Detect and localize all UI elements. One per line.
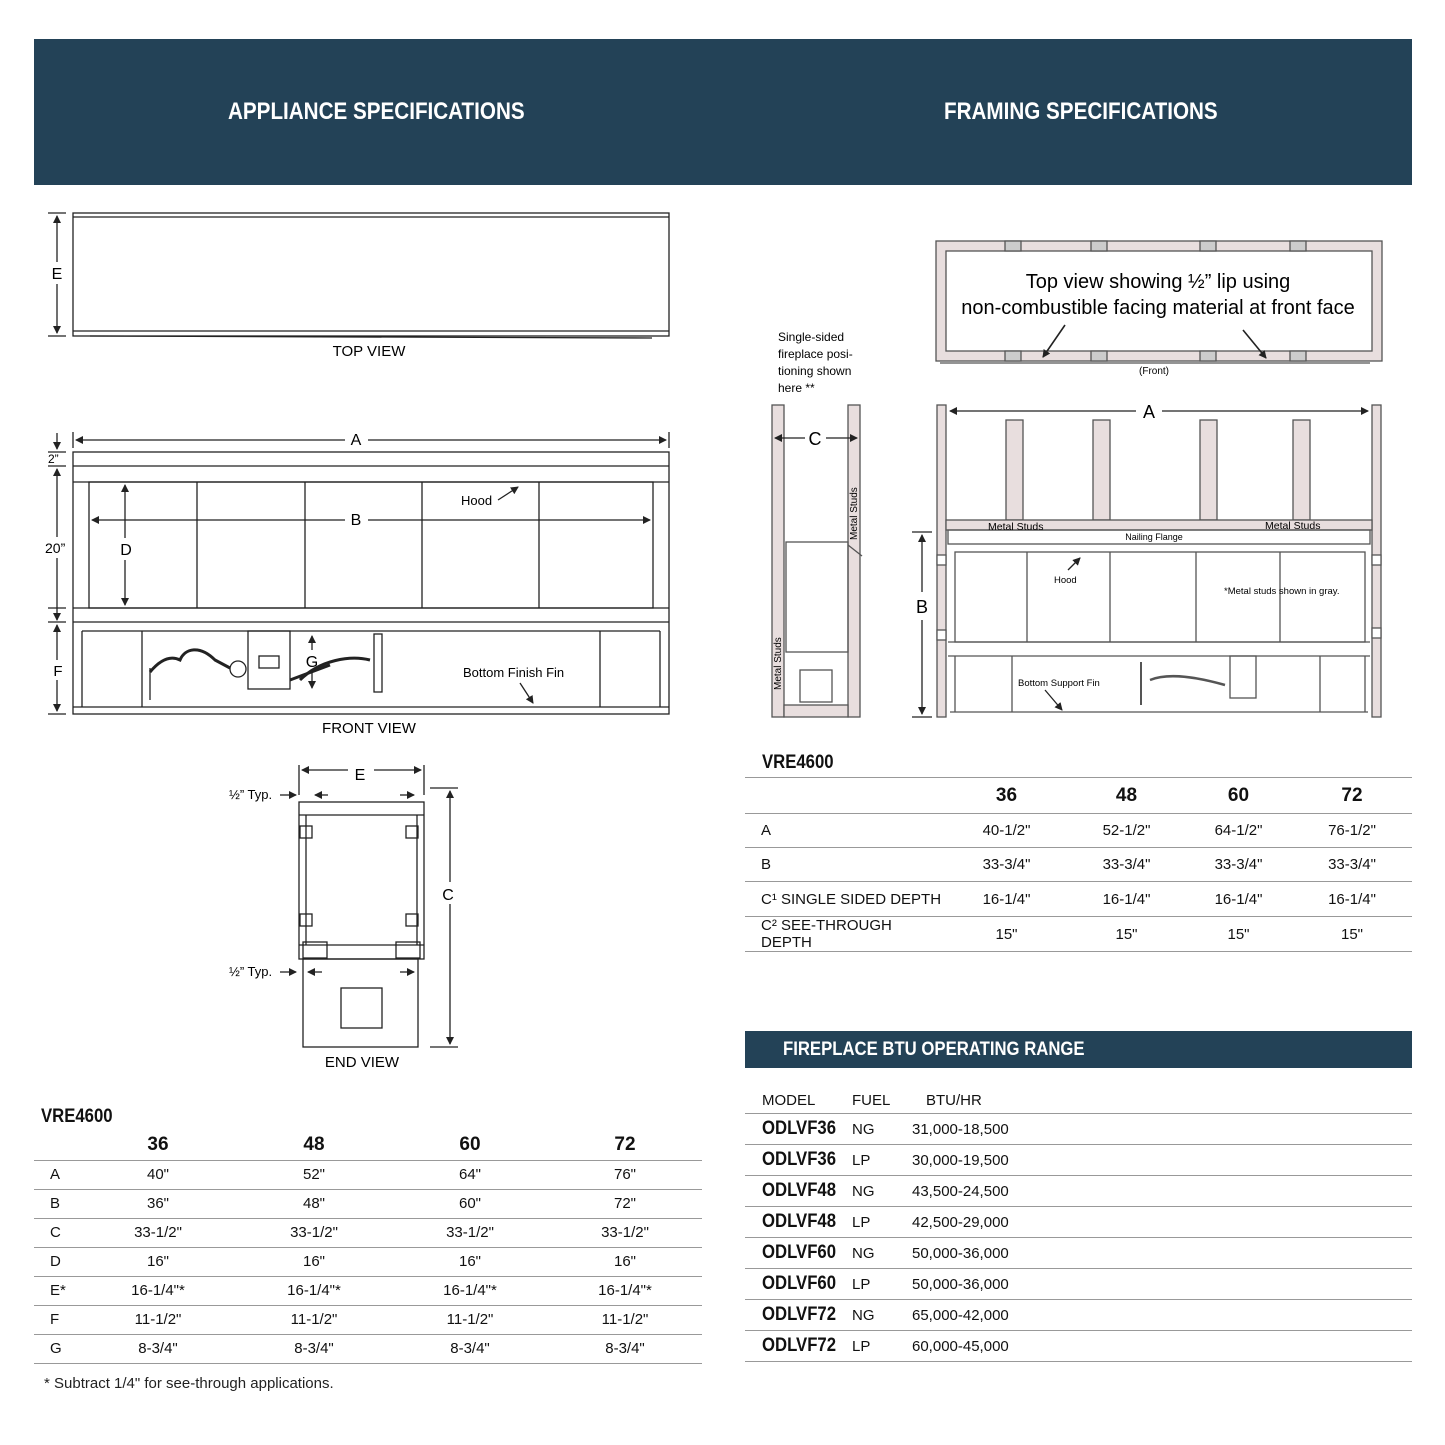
table-header-row	[745, 778, 1412, 814]
fuel-cell: NG	[852, 1176, 912, 1207]
table-row	[745, 1207, 1412, 1238]
table-cell: 33-3/4"	[1185, 848, 1292, 882]
row-label: E*	[34, 1276, 80, 1305]
table-header-row	[34, 1131, 702, 1160]
btu-cell: 43,500-24,500	[912, 1176, 1412, 1207]
table-cell: 16-1/4"	[945, 882, 1068, 917]
btu-cell: 60,000-45,000	[912, 1331, 1412, 1362]
table-cell: 16"	[80, 1247, 236, 1276]
table-cell: 15"	[1185, 917, 1292, 952]
front-view-a-label: A	[350, 432, 362, 449]
btu-cell: 65,000-42,000	[912, 1300, 1412, 1331]
table-row	[745, 814, 1412, 848]
table-cell: 48"	[236, 1189, 392, 1218]
row-label: A	[745, 814, 945, 848]
table-cell: 36"	[80, 1189, 236, 1218]
table-cell: 8-3/4"	[80, 1334, 236, 1363]
front-view-f-label: F	[53, 663, 63, 680]
single-sided-note-line: here **	[778, 381, 815, 395]
row-label: A	[34, 1160, 80, 1189]
fuel-cell: LP	[852, 1331, 912, 1362]
table-row	[34, 1305, 702, 1334]
model-cell: ODLVF60	[745, 1238, 852, 1269]
table-cell: 15"	[945, 917, 1068, 952]
table-row	[745, 1114, 1412, 1145]
appliance-front-view	[48, 432, 669, 714]
table-row	[745, 1176, 1412, 1207]
table-cell: 16-1/4"	[1292, 882, 1412, 917]
table-cell: 76-1/2"	[1292, 814, 1412, 848]
table-cell: 76"	[548, 1160, 702, 1189]
framing-specifications-heading: FRAMING SPECIFICATIONS	[944, 98, 1218, 125]
table-row	[34, 1276, 702, 1305]
btu-section-header	[745, 1031, 1412, 1068]
column-header: 36	[945, 778, 1068, 814]
framing-table-title: VRE4600	[762, 752, 834, 773]
model-cell: ODLVF72	[745, 1331, 852, 1362]
btu-column-header: BTU/HR	[926, 1091, 982, 1109]
row-label: C¹ SINGLE SIDED DEPTH	[745, 882, 945, 917]
table-cell: 64"	[392, 1160, 548, 1189]
table-row	[745, 1269, 1412, 1300]
framing-a-label: A	[1142, 402, 1156, 422]
model-cell: ODLVF36	[745, 1114, 852, 1145]
model-cell: ODLVF72	[745, 1300, 852, 1331]
table-cell: 33-1/2"	[236, 1218, 392, 1247]
side-metal-studs-left: Metal Studs	[773, 637, 784, 690]
front-label: (Front)	[1139, 366, 1169, 377]
appliance-end-view	[280, 765, 458, 1047]
fuel-cell: LP	[852, 1269, 912, 1300]
dimension-20-inch: 20”	[45, 540, 66, 556]
table-cell: 72"	[548, 1189, 702, 1218]
table-cell: 8-3/4"	[548, 1334, 702, 1363]
table-row	[745, 1145, 1412, 1176]
model-column-header: MODEL	[762, 1091, 816, 1109]
row-label: B	[745, 848, 945, 882]
framing-top-note-line1: Top view showing ½” lip using	[1025, 271, 1291, 293]
table-row	[34, 1334, 702, 1363]
table-cell: 15"	[1292, 917, 1412, 952]
row-label: F	[34, 1305, 80, 1334]
btu-cell: 31,000-18,500	[912, 1114, 1412, 1145]
framing-side-view	[772, 405, 862, 717]
column-header: 60	[459, 1134, 481, 1156]
table-row	[34, 1218, 702, 1247]
fuel-cell: NG	[852, 1238, 912, 1269]
front-view-caption: FRONT VIEW	[322, 720, 416, 737]
model-cell: ODLVF60	[745, 1269, 852, 1300]
model-cell: ODLVF48	[745, 1207, 852, 1238]
table-cell: 33-1/2"	[80, 1218, 236, 1247]
column-header: 60	[1185, 778, 1292, 814]
column-header: 48	[303, 1134, 325, 1156]
table-cell: 8-3/4"	[236, 1334, 392, 1363]
table-row	[745, 1300, 1412, 1331]
fuel-cell: NG	[852, 1114, 912, 1145]
appliance-specifications-heading: APPLIANCE SPECIFICATIONS	[228, 98, 525, 125]
table-cell: 11-1/2"	[392, 1305, 548, 1334]
table-cell: 33-3/4"	[945, 848, 1068, 882]
btu-cell: 30,000-19,500	[912, 1145, 1412, 1176]
table-cell: 11-1/2"	[80, 1305, 236, 1334]
row-label: B	[34, 1189, 80, 1218]
single-sided-note-line: Single-sided	[778, 330, 845, 344]
table-cell: 64-1/2"	[1185, 814, 1292, 848]
front-view-d-label: D	[120, 542, 132, 559]
appliance-footnote: * Subtract 1/4" for see-through applications.	[44, 1375, 334, 1392]
end-view-e-label: E	[354, 767, 366, 784]
half-typ-top-label: ½” Typ.	[229, 787, 273, 802]
table-cell: 40-1/2"	[945, 814, 1068, 848]
appliance-spec-table	[34, 1131, 702, 1364]
fuel-cell: LP	[852, 1207, 912, 1238]
btu-table	[745, 1087, 1412, 1362]
framing-hood-label: Hood	[1054, 575, 1077, 586]
framing-b-label: B	[915, 597, 929, 617]
table-cell: 16-1/4"*	[80, 1276, 236, 1305]
table-cell: 16-1/4"	[1185, 882, 1292, 917]
table-cell: 15"	[1068, 917, 1185, 952]
framing-spec-table	[745, 777, 1412, 952]
btu-cell: 50,000-36,000	[912, 1238, 1412, 1269]
table-cell: 11-1/2"	[548, 1305, 702, 1334]
table-row	[745, 848, 1412, 882]
model-cell: ODLVF36	[745, 1145, 852, 1176]
column-header: 36	[147, 1134, 169, 1156]
table-cell: 33-3/4"	[1068, 848, 1185, 882]
fuel-cell: LP	[852, 1145, 912, 1176]
framing-c-label: C	[808, 429, 822, 449]
table-cell: 52"	[236, 1160, 392, 1189]
row-label: C	[34, 1218, 80, 1247]
btu-cell: 42,500-29,000	[912, 1207, 1412, 1238]
top-view-e-label: E	[51, 266, 63, 283]
table-cell: 33-1/2"	[392, 1218, 548, 1247]
appliance-table-title: VRE4600	[41, 1106, 113, 1127]
front-metal-studs-right: Metal Studs	[1265, 520, 1321, 532]
table-row	[745, 917, 1412, 952]
table-row	[745, 882, 1412, 917]
table-cell: 33-3/4"	[1292, 848, 1412, 882]
hood-label: Hood	[461, 493, 493, 508]
table-cell: 52-1/2"	[1068, 814, 1185, 848]
single-sided-note	[778, 330, 856, 395]
bottom-support-fin-label: Bottom Support Fin	[1018, 678, 1100, 689]
column-header: 72	[1292, 778, 1412, 814]
single-sided-note-line: fireplace posi-	[778, 347, 853, 361]
table-cell: 60"	[392, 1189, 548, 1218]
table-row	[34, 1160, 702, 1189]
table-cell: 11-1/2"	[236, 1305, 392, 1334]
table-row	[745, 1238, 1412, 1269]
front-view-b-label: B	[350, 512, 362, 529]
dimension-2-inch: 2”	[48, 452, 59, 466]
table-cell: 16-1/4"	[1068, 882, 1185, 917]
framing-front-view	[912, 405, 1381, 717]
table-cell: 16"	[392, 1247, 548, 1276]
table-cell: 16"	[236, 1247, 392, 1276]
fuel-column-header: FUEL	[852, 1091, 891, 1109]
table-cell: 16-1/4"*	[236, 1276, 392, 1305]
nailing-flange-label: Nailing Flange	[1125, 532, 1183, 542]
bottom-finish-fin-label: Bottom Finish Fin	[463, 665, 565, 680]
top-view-caption: TOP VIEW	[332, 343, 406, 360]
front-metal-studs-left: Metal Studs	[988, 521, 1044, 533]
table-cell: 16-1/4"*	[392, 1276, 548, 1305]
fuel-cell: NG	[852, 1300, 912, 1331]
table-row	[745, 1331, 1412, 1362]
single-sided-note-line: tioning shown	[778, 364, 852, 378]
half-typ-bottom-label: ½” Typ.	[229, 964, 273, 979]
table-cell: 16"	[548, 1247, 702, 1276]
end-view-c-label: C	[442, 887, 454, 904]
side-metal-studs-right: Metal Studs	[849, 487, 860, 540]
framing-top-note-line2: non-combustible facing material at front face	[961, 297, 1355, 319]
btu-section-title: FIREPLACE BTU OPERATING RANGE	[783, 1039, 1085, 1060]
table-cell: 33-1/2"	[548, 1218, 702, 1247]
metal-studs-gray-note: *Metal studs shown in gray.	[1224, 586, 1340, 597]
btu-cell: 50,000-36,000	[912, 1269, 1412, 1300]
front-view-g-label: G	[305, 654, 319, 671]
row-label: G	[34, 1334, 80, 1363]
row-label: C² SEE-THROUGH DEPTH	[745, 917, 945, 952]
column-header: 48	[1068, 778, 1185, 814]
table-cell: 16-1/4"*	[548, 1276, 702, 1305]
table-header-row	[745, 1087, 1412, 1114]
table-row	[34, 1189, 702, 1218]
table-cell: 40"	[80, 1160, 236, 1189]
row-label: D	[34, 1247, 80, 1276]
appliance-top-view	[48, 213, 669, 338]
table-cell: 8-3/4"	[392, 1334, 548, 1363]
table-row	[34, 1247, 702, 1276]
end-view-caption: END VIEW	[324, 1054, 400, 1071]
column-header: 72	[614, 1134, 636, 1156]
model-cell: ODLVF48	[745, 1176, 852, 1207]
